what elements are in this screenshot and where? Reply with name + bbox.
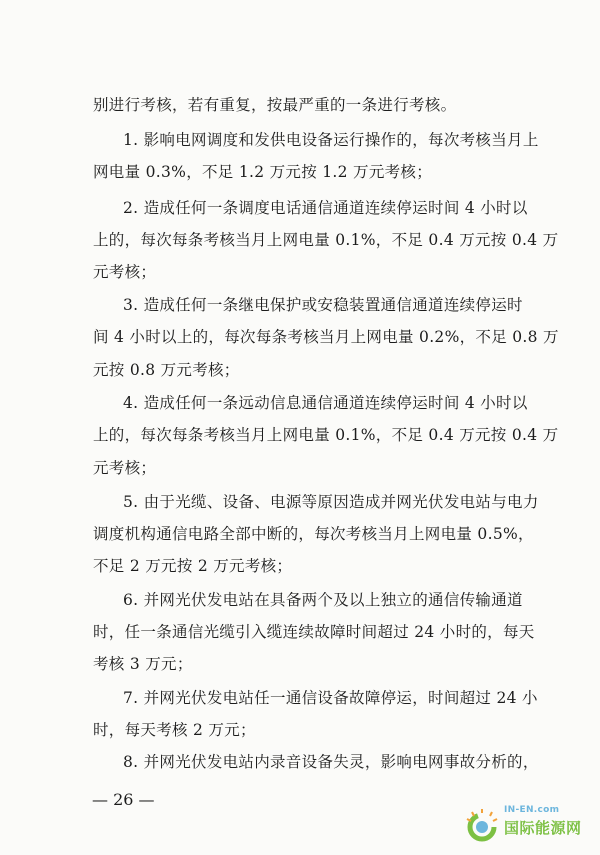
text-line: 不足 2 万元按 2 万元考核； (93, 557, 293, 575)
text-line: 间 4 小时以上的，每次每条考核当月上网电量 0.2%，不足 0.8 万 (93, 328, 559, 346)
text-line: 元按 0.8 万元考核； (93, 361, 240, 379)
text-line: 8. 并网光伏发电站内录音设备失灵，影响电网事故分析的， (123, 753, 539, 771)
watermark (464, 801, 594, 847)
text-line: 元考核； (93, 263, 157, 281)
text-line: 7. 并网光伏发电站任一通信设备故障停运，时间超过 24 小 (123, 689, 538, 707)
text-line: 别进行考核，若有重复，按最严重的一条进行考核。 (93, 96, 457, 114)
text-line: 网电量 0.3%，不足 1.2 万元按 1.2 万元考核； (93, 163, 433, 181)
text-line: 6. 并网光伏发电站在具备两个及以上独立的通信传输通道 (123, 591, 523, 609)
text-line: 5. 由于光缆、设备、电源等原因造成并网光伏发电站与电力 (123, 493, 539, 511)
in-en-logo-icon (464, 807, 500, 843)
text-line: 调度机构通信电路全部中断的，每次考核当月上网电量 0.5%， (93, 525, 534, 543)
page-number: — 26 — (92, 790, 155, 809)
watermark-domain: IN-EN.com (504, 805, 560, 815)
text-line: 上的，每次每条考核当月上网电量 0.1%，不足 0.4 万元按 0.4 万 (93, 231, 559, 249)
text-line: 1. 影响电网调度和发供电设备运行操作的，每次考核当月上 (123, 131, 539, 149)
text-line: 上的，每次每条考核当月上网电量 0.1%，不足 0.4 万元按 0.4 万 (93, 426, 559, 444)
text-line: 时，每天考核 2 万元； (93, 721, 256, 739)
text-line: 考核 3 万元； (93, 655, 193, 673)
watermark-name: 国际能源网 (504, 819, 582, 837)
text-line: 元考核； (93, 459, 157, 477)
text-line: 时，任一条通信光缆引入缆连续故障时间超过 24 小时的，每天 (93, 623, 535, 641)
text-line: 3. 造成任何一条继电保护或安稳装置通信通道连续停运时 (123, 296, 523, 314)
text-line: 4. 造成任何一条远动信息通信通道连续停运时间 4 小时以 (123, 394, 528, 412)
text-line: 2. 造成任何一条调度电话通信通道连续停运时间 4 小时以 (123, 199, 528, 217)
